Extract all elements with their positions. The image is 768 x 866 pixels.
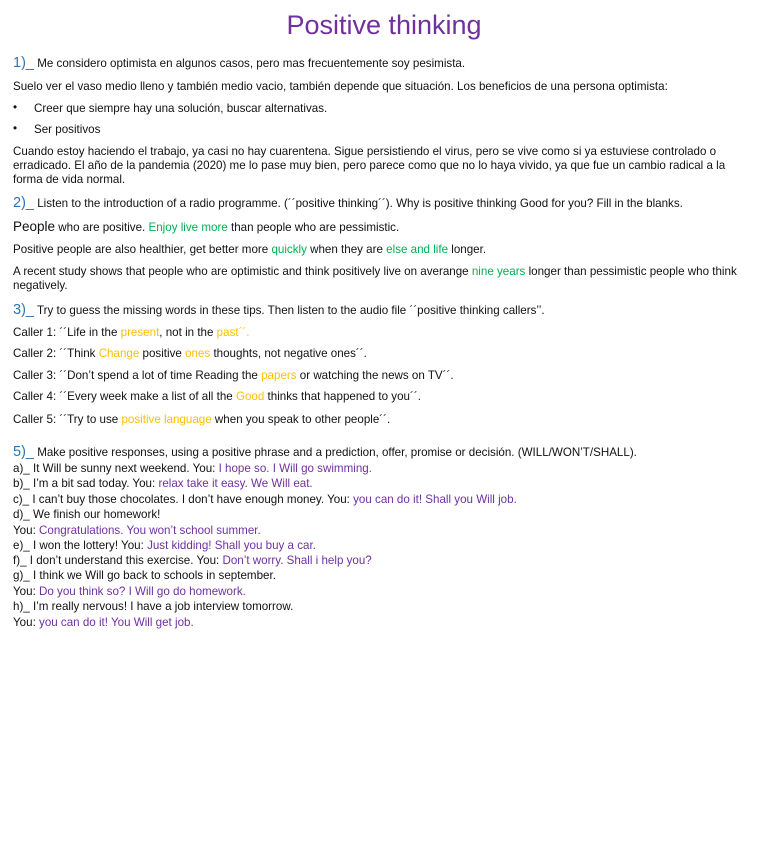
q5-item-a bbox=[13, 462, 753, 476]
caller-1-answer-2: past´´. bbox=[216, 326, 250, 339]
text-segment: c)_ I can’t buy those chocolates. I don’t have enough money. You: bbox=[13, 493, 354, 506]
text-segment: Caller 4: ´´Every week make a list of all the bbox=[13, 390, 236, 403]
q2-sentence-3 bbox=[13, 265, 755, 293]
text-segment: thoughts, not negative ones´´. bbox=[210, 347, 367, 360]
text-segment: Caller 1: ´´Life in the bbox=[13, 326, 121, 339]
q2-s1-answer: Enjoy live more bbox=[148, 221, 228, 234]
q5-answer-e: Just kidding! Shall you buy a car. bbox=[147, 539, 316, 552]
q5-answer-b: relax take it easy. We Will eat. bbox=[158, 477, 313, 490]
q1-paragraph-2: Cuando estoy haciendo el trabajo, ya casi no hay cuarentena. Sigue persistiendo el virus, pero se vive como si ya estuviese controlado o erradicado. El año de la pandemia (2020) me lo pase muy bien, pero parece como que no lo haya vivido, ya que fue un cambio radical a la forma de vida normal. bbox=[13, 145, 726, 186]
q1-text: Me considero optimista en algunos casos, pero mas frecuentemente soy pesimista. bbox=[33, 57, 466, 70]
text-segment: Caller 5: ´´Try to use bbox=[13, 413, 122, 426]
caller-3-answer: papers bbox=[261, 369, 297, 382]
q5-item-g-response bbox=[13, 585, 753, 599]
caller-5-answer: positive language bbox=[121, 413, 212, 426]
text-segment: or watching the news on TV´´. bbox=[296, 369, 454, 382]
text-segment: who are positive. bbox=[55, 221, 149, 234]
caller-1-answer-1: present bbox=[120, 326, 160, 339]
q3-text: Try to guess the missing words in these tips. Then listen to the audio file ´´positive thinking callers’’. bbox=[33, 304, 545, 317]
q5-item-h-response bbox=[13, 616, 753, 630]
text-segment: Caller 2: ´´Think bbox=[13, 347, 99, 360]
text-segment: thinks that happened to you´´. bbox=[264, 390, 421, 403]
page-title: Positive thinking bbox=[286, 10, 482, 40]
q5-text: Make positive responses, using a positive phrase and a prediction, offer, promise or decisión. (WILL/WON’T/SHALL). bbox=[33, 446, 637, 459]
bullet-marker: • bbox=[13, 122, 18, 135]
text-segment: when you speak to other people´´. bbox=[211, 413, 391, 426]
text-segment: You: bbox=[13, 524, 40, 537]
q2-s1-word: People bbox=[13, 219, 56, 234]
q2-number: 2)_ bbox=[13, 195, 34, 211]
caller-3 bbox=[13, 369, 753, 383]
q2-s3-answer: nine years bbox=[471, 265, 526, 278]
q5-answer-d: Congratulations. You won’t school summer. bbox=[39, 524, 261, 537]
text-segment: longer. bbox=[448, 243, 487, 256]
q5-item-f bbox=[13, 554, 753, 568]
q2-heading bbox=[13, 196, 753, 211]
caller-2-answer-1: Change bbox=[98, 347, 140, 360]
q5-item-b bbox=[13, 477, 753, 491]
q5-answer-g: Do you think so? I Will go do homework. bbox=[39, 585, 246, 598]
q1-heading bbox=[13, 56, 753, 71]
q5-item-e bbox=[13, 539, 753, 553]
q5-item-d: d)_ We finish our homework! bbox=[13, 508, 161, 521]
q2-sentence-2 bbox=[13, 243, 753, 257]
caller-2 bbox=[13, 347, 753, 361]
bullet-item-2: Ser positivos bbox=[34, 123, 101, 136]
text-segment: than people who are pessimistic. bbox=[227, 221, 400, 234]
q1-paragraph-1: Suelo ver el vaso medio lleno y también medio vacio, también depende que situación. Los beneficios de una persona optimista: bbox=[13, 80, 668, 93]
caller-4-answer: Good bbox=[235, 390, 265, 403]
q5-item-d-response bbox=[13, 524, 753, 538]
text-segment: Positive people are also healthier, get better more bbox=[13, 243, 272, 256]
text-segment: longer than pessimistic people who think negatively. bbox=[13, 265, 737, 292]
q2-s2-answer-1: quickly bbox=[271, 243, 307, 256]
q5-answer-c: you can do it! Shall you Will job. bbox=[353, 493, 517, 506]
text-segment: when they are bbox=[306, 243, 387, 256]
q2-sentence-1 bbox=[13, 220, 753, 235]
q5-answer-h: you can do it! You Will get job. bbox=[39, 616, 194, 629]
text-segment: A recent study shows that people who are optimistic and think positively live on averange bbox=[13, 265, 472, 278]
text-segment: f)_ I don’t understand this exercise. You: bbox=[13, 554, 223, 567]
q5-answer-a: I hope so. I Will go swimming. bbox=[218, 462, 372, 475]
q2-s2-answer-2: else and life bbox=[386, 243, 449, 256]
text-segment: positive bbox=[139, 347, 186, 360]
caller-1 bbox=[13, 326, 753, 340]
text-segment: a)_ It Will be sunny next weekend. You: bbox=[13, 462, 219, 475]
q3-number: 3)_ bbox=[13, 302, 34, 318]
text-segment: , not in the bbox=[159, 326, 217, 339]
q5-heading bbox=[13, 445, 753, 460]
text-segment: You: bbox=[13, 585, 40, 598]
bullet-item-1: Creer que siempre hay una solución, buscar alternativas. bbox=[34, 102, 328, 115]
q5-item-c bbox=[13, 493, 753, 507]
bullet-marker: • bbox=[13, 101, 18, 114]
text-segment: e)_ I won the lottery! You: bbox=[13, 539, 148, 552]
caller-4 bbox=[13, 390, 753, 404]
text-segment: b)_ I’m a bit sad today. You: bbox=[13, 477, 159, 490]
q1-number: 1)_ bbox=[13, 55, 34, 71]
q5-item-g: g)_ I think we Will go back to schools in september. bbox=[13, 569, 276, 582]
q5-number: 5)_ bbox=[13, 444, 34, 460]
caller-5 bbox=[13, 413, 753, 427]
q5-item-h: h)_ I’m really nervous! I have a job interview tomorrow. bbox=[13, 600, 294, 613]
q2-text: Listen to the introduction of a radio programme. (´´positive thinking´´). Why is positive thinking Good for you? Fill in the blanks. bbox=[33, 197, 683, 210]
q3-heading bbox=[13, 303, 753, 318]
text-segment: You: bbox=[13, 616, 40, 629]
text-segment: Caller 3: ´´Don’t spend a lot of time Reading the bbox=[13, 369, 262, 382]
q5-answer-f: Don’t worry. Shall i help you? bbox=[222, 554, 372, 567]
caller-2-answer-2: ones bbox=[185, 347, 211, 360]
